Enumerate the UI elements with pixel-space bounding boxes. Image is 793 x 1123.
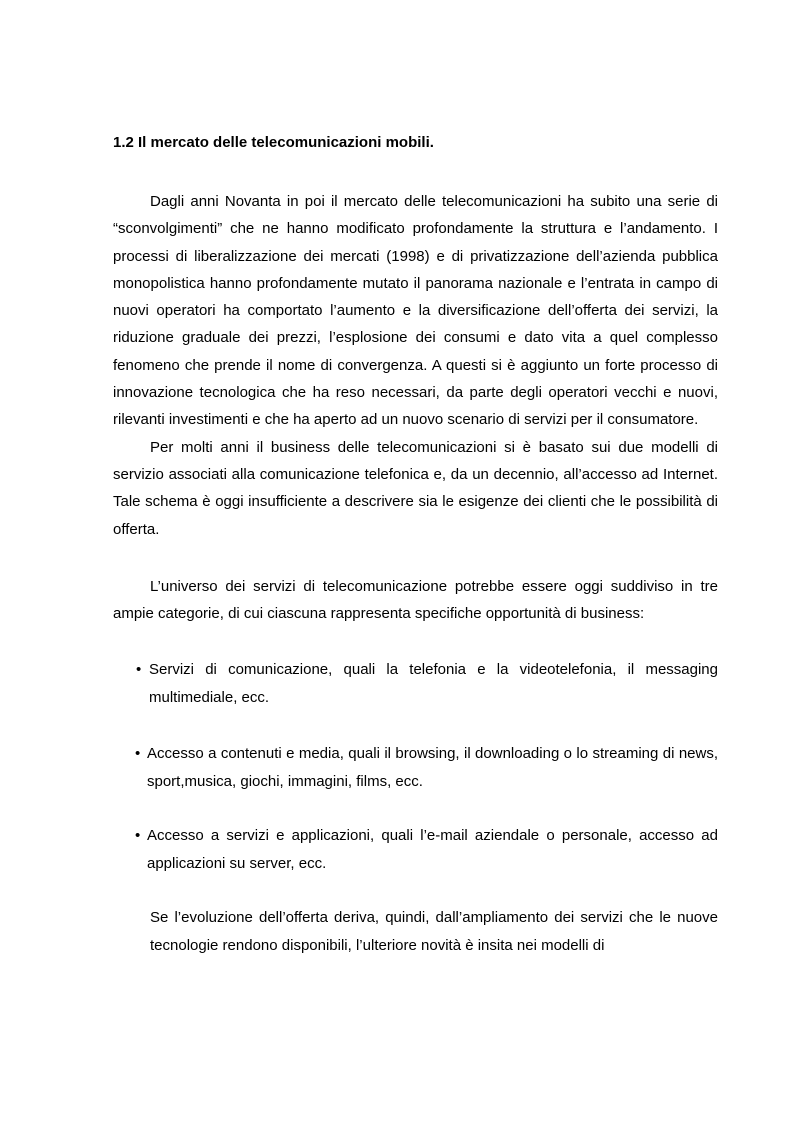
body-text — [113, 188, 718, 543]
categories-intro — [113, 573, 718, 628]
list-item — [135, 740, 718, 796]
paragraph-mercato: Dagli anni Novanta in poi il mercato delle telecomunicazioni ha subito una serie di “sconvolgimenti” che ne hanno modificato profondamente la struttura e l’andamento. I processi di liberalizzazione dei mercati (1998) e di privatizzazione dell’azienda pubblica monopolistica hanno profondamente mutato il panorama nazionale e l’entrata in campo di nuovi operatori ha comportato l’aumento e la diversificazione dell’offerta dei servizi, la riduzione graduale dei prezzi, l’esplosione dei consumi e dato vita a quel complesso fenomeno che prende il nome di convergenza. A questi si è aggiunto un forte processo di innovazione tecnologica che ha reso necessari, da parte degli operatori vecchi e nuovi, rilevanti investimenti e che ha aperto ad un nuovo scenario di servizi per il consumatore. — [113, 193, 718, 429]
bullet-icon: • — [135, 827, 141, 844]
paragraph-business: Per molti anni il business delle telecomunicazioni si è basato sui due modelli di servizio associati alla comunicazione telefonica e, da un decennio, all’accesso ad Internet. Tale schema è oggi insufficiente a descrivere sia le esigenze dei clienti che le possibilità di offerta. — [113, 438, 718, 538]
section-heading: 1.2 Il mercato delle telecomunicazioni mobili. — [113, 134, 434, 151]
bullet-icon: • — [135, 745, 141, 762]
list-item-text: Accesso a servizi e applicazioni, quali l’e-mail aziendale o personale, accesso ad applicazioni su server, ecc. — [147, 827, 718, 872]
list-item-text: Servizi di comunicazione, quali la telefonia e la videotelefonia, il messaging multimediale, ecc. — [149, 661, 718, 706]
closing-paragraph: Se l’evoluzione dell’offerta deriva, quindi, dall’ampliamento dei servizi che le nuove tecnologie rendono disponibili, l’ulteriore novità è insita nei modelli di — [150, 909, 718, 954]
paragraph-universo: L’universo dei servizi di telecomunicazione potrebbe essere oggi suddiviso in tre ampie categorie, di cui ciascuna rappresenta specifiche opportunità di business: — [113, 578, 718, 623]
list-item — [136, 656, 718, 712]
list-item-text: Accesso a contenuti e media, quali il browsing, il downloading o lo streaming di news, sport,musica, giochi, immagini, films, ecc. — [147, 745, 718, 790]
list-item — [135, 822, 718, 878]
bullet-icon: • — [136, 661, 142, 678]
